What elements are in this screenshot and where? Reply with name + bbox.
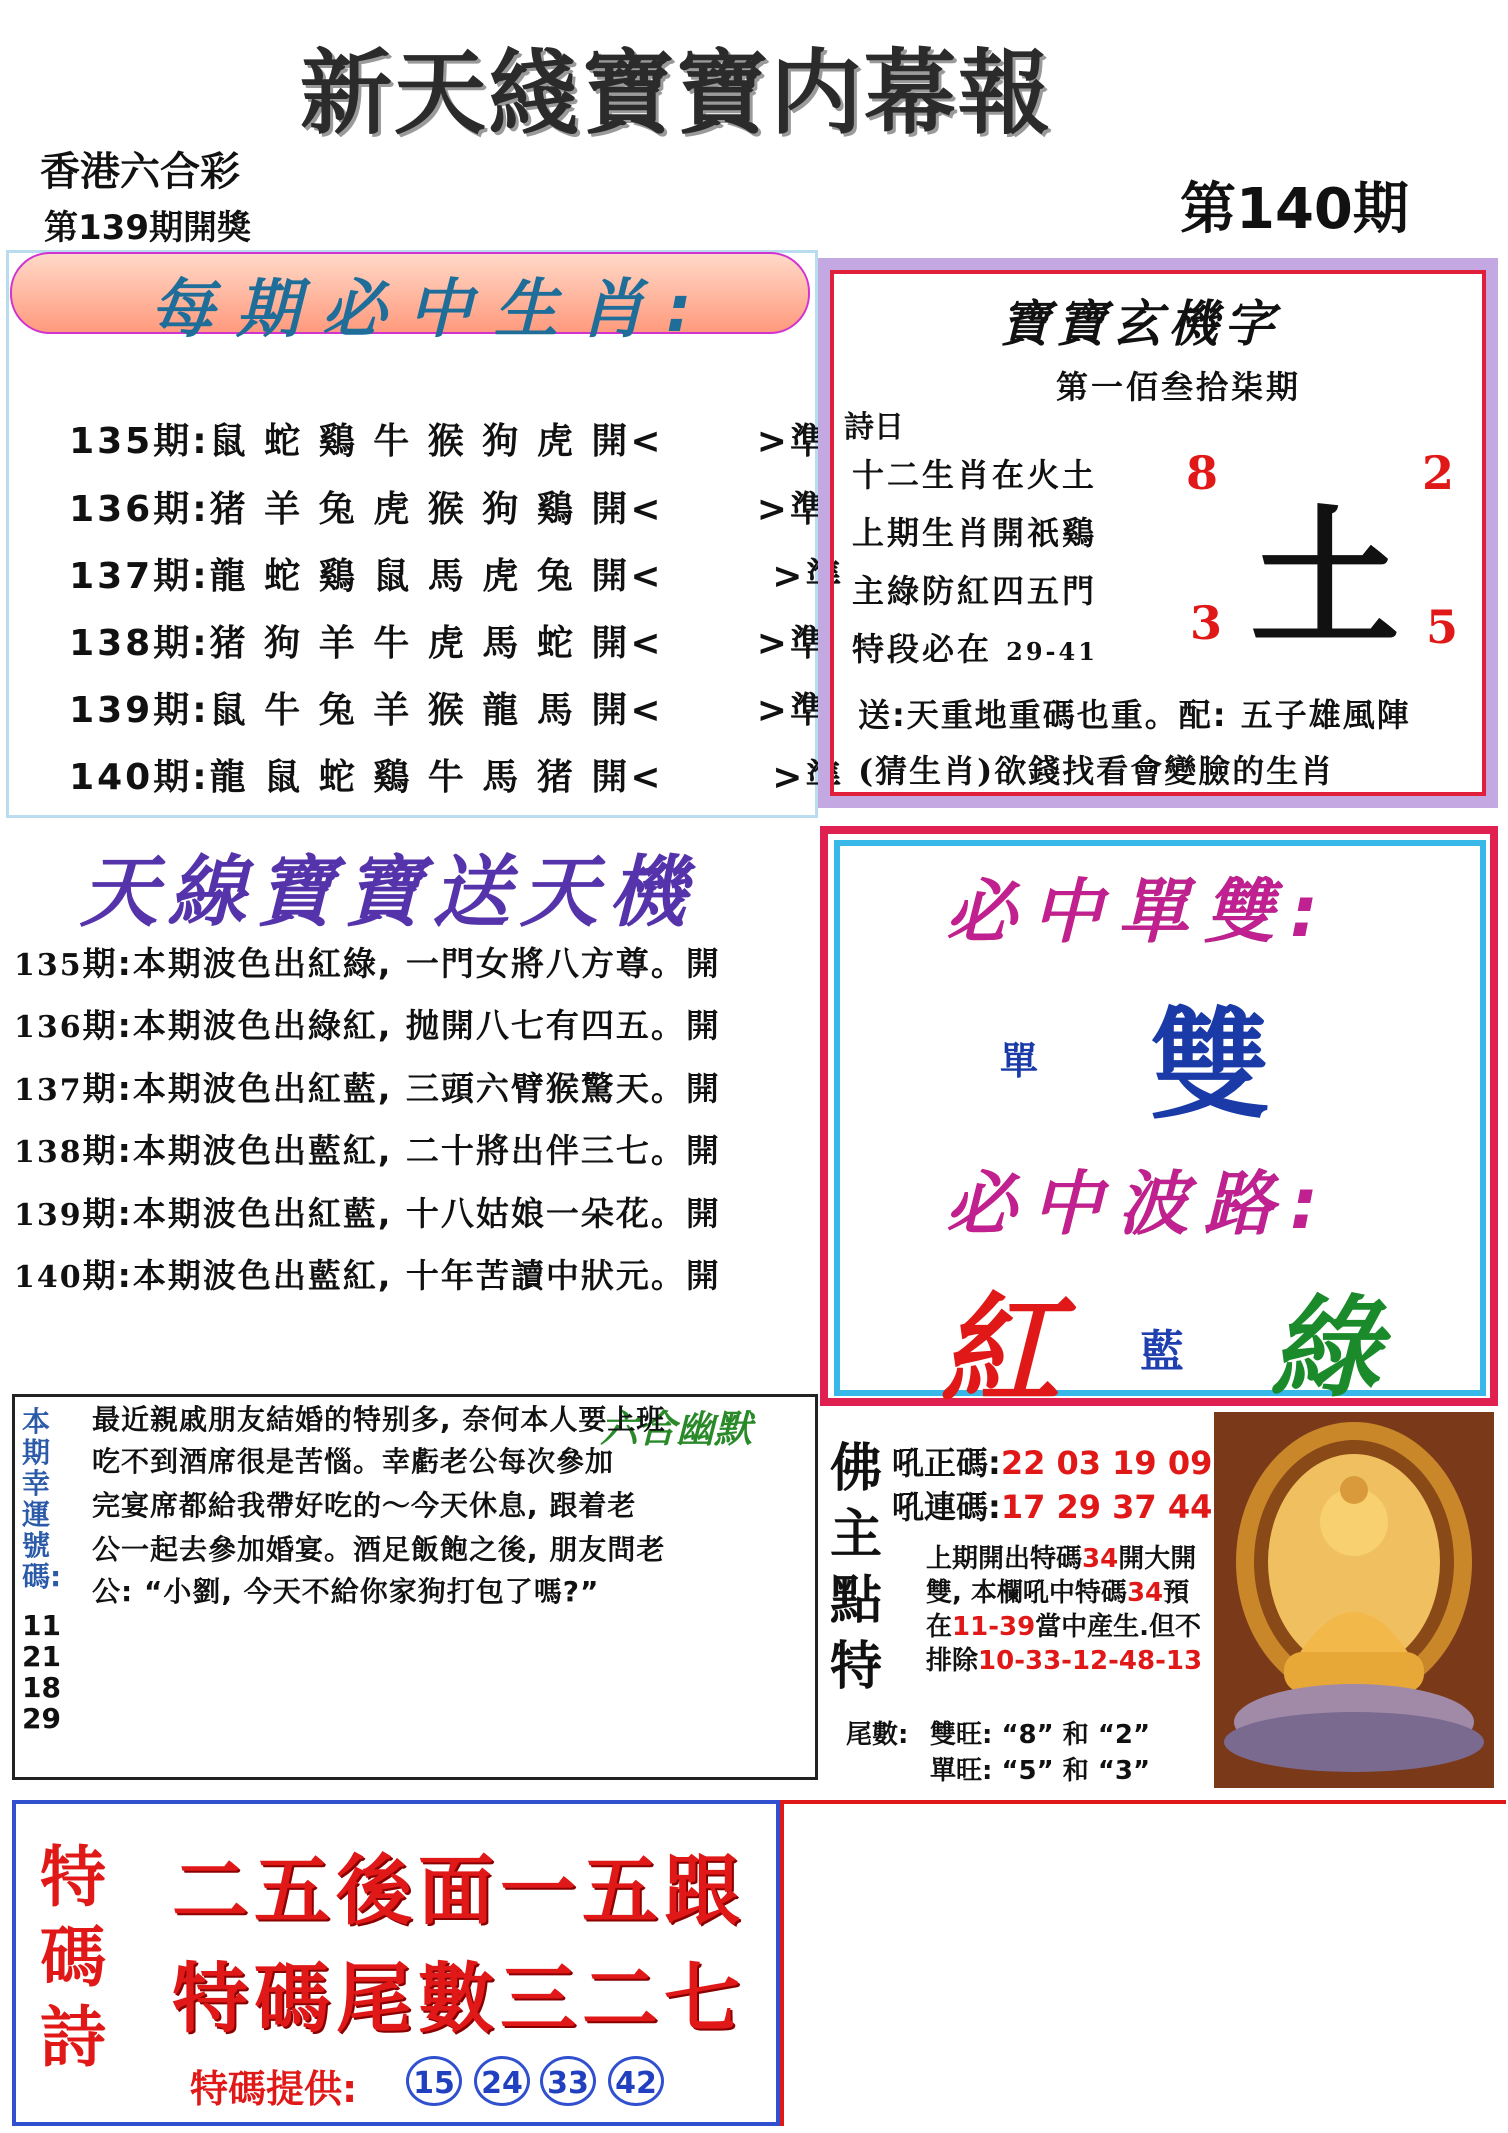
page-title: 新天綫寶寶内幕報 [300, 39, 1053, 147]
riddle-big-char: 土 [1250, 491, 1401, 667]
draw-issue: 第139期開獎 [44, 208, 251, 248]
send-line: 送:天重地重碼也重。配: 五子雄風陣 [858, 696, 1411, 734]
roar-chain [892, 1482, 1212, 1528]
corner-number: 3 [1190, 596, 1223, 650]
roar-main-label: 吼正碼: [892, 1444, 1001, 1482]
note-text: 預 [1163, 1578, 1190, 1608]
story-line: 最近親戚朋友結婚的特别多, 奈何本人要上班 [92, 1403, 666, 1436]
wave-route-title: 必中波路: [946, 1148, 1334, 1249]
roar-main [892, 1438, 1212, 1484]
row-open: 開< [591, 421, 664, 462]
tail-single: 單旺: “5” 和 “3” [930, 1756, 1151, 1786]
note-text: 上期開出特碼 [926, 1544, 1083, 1574]
row-animals: 猪 羊 兔 虎 猴 狗 鷄 [209, 489, 576, 530]
row-result: >準 [756, 623, 829, 664]
story-line: 公一起去參加婚宴。酒足飯飽之後, 朋友問老 [92, 1533, 666, 1566]
riddle-subtitle: 第一佰叁拾柒期 [1056, 368, 1302, 406]
roar-chain-label: 吼連碼: [892, 1488, 1001, 1526]
poem-line: 主綠防紅四五門 [852, 572, 1098, 610]
roar-main-numbers: 22 03 19 09 [1000, 1444, 1213, 1482]
wave-row-text: 期:本期波色出藍紅, 二十將出伴三七。開 [82, 1131, 721, 1170]
corner-number: 8 [1186, 446, 1219, 500]
wave-row-issue: 139 [14, 1198, 83, 1233]
humor-title: 六合幽默 [600, 1407, 753, 1451]
zodiac-row [38, 708, 844, 800]
zodiac-title: 每期必中生肖: [150, 273, 714, 347]
roar-chain-numbers: 17 29 37 44 [1000, 1488, 1213, 1526]
provide-label: 特碼提供: [190, 2067, 358, 2111]
tail-label: 尾數: [846, 1720, 909, 1750]
row-open: 開< [591, 489, 664, 530]
number-ball: 24 [474, 2056, 530, 2106]
row-open: 開< [591, 690, 664, 731]
number-ball: 33 [540, 2056, 596, 2106]
row-issue: 136期: [69, 489, 210, 530]
wave-row [14, 938, 721, 985]
single-label: 單 [1000, 1039, 1039, 1083]
row-issue: 137期: [69, 556, 210, 597]
wave-row-text: 期:本期波色出紅藍, 十八姑娘一朵花。開 [82, 1194, 721, 1233]
wave-row-issue: 140 [14, 1260, 83, 1295]
poem-line-text: 特段必在 [852, 630, 993, 668]
row-issue: 140期: [69, 757, 210, 798]
note-text: 雙, 本欄吼中特碼 [926, 1578, 1127, 1608]
wave-row-text: 期:本期波色出藍紅, 十年苦讀中狀元。開 [82, 1256, 721, 1295]
lottery-name: 香港六合彩 [40, 149, 240, 195]
wave-row-text: 期:本期波色出綠紅, 抛開八七有四五。開 [82, 1006, 721, 1045]
tail-double: 雙旺: “8” 和 “2” [930, 1720, 1151, 1750]
blue-wave: 藍 [1140, 1326, 1184, 1377]
poem-line [852, 624, 1098, 670]
number-ball: 15 [406, 2056, 462, 2106]
wave-row-text: 期:本期波色出紅藍, 三頭六臂猴驚天。開 [82, 1069, 721, 1108]
note-number: 10-33-12-48-13 [978, 1646, 1203, 1676]
row-open: 開< [591, 556, 664, 597]
row-animals: 鼠 牛 兔 羊 猴 龍 馬 [209, 690, 576, 731]
note-number: 11-39 [952, 1612, 1036, 1642]
number-ball: 42 [608, 2056, 664, 2106]
wave-row [14, 1188, 721, 1235]
poem-heading: 詩日 [844, 410, 904, 445]
row-open: 開< [591, 623, 664, 664]
note-text: 排除 [926, 1646, 979, 1676]
wave-row-issue: 137 [14, 1073, 83, 1108]
wave-title: 天線寶寶送天機 [80, 848, 697, 938]
row-issue: 138期: [69, 623, 210, 664]
row-result: >準 [772, 556, 845, 597]
note-text: 在 [926, 1612, 953, 1642]
odd-even-title: 必中單雙: [946, 856, 1334, 957]
buddha-label: 佛主點特 [830, 1439, 883, 1697]
corner-number: 5 [1426, 600, 1459, 654]
row-animals: 龍 蛇 鷄 鼠 馬 虎 兔 [209, 556, 576, 597]
wave-row-text: 期:本期波色出紅綠, 一門女將八方尊。開 [82, 944, 721, 983]
red-wave: 紅 [940, 1282, 1060, 1421]
story-line: 完宴席都給我帶好吃的～今天休息, 跟着老 [92, 1489, 637, 1522]
double-value: 雙 [1150, 997, 1270, 1136]
row-result: >準 [756, 421, 829, 462]
note-line [926, 1606, 1201, 1643]
poem-line: 上期生肖開祇鷄 [852, 514, 1098, 552]
note-line [926, 1640, 1202, 1677]
row-open: 開< [591, 757, 664, 798]
riddle-title: 寶寶玄機字 [1000, 295, 1280, 353]
wave-row [14, 1250, 721, 1297]
wave-row-issue: 135 [14, 948, 83, 983]
special-poem-line: 二五後面一五跟 [172, 1846, 746, 1935]
row-result: >準 [756, 489, 829, 530]
current-issue: 第140期 [1180, 177, 1409, 242]
note-number: 34 [1126, 1578, 1164, 1608]
row-animals: 猪 狗 羊 牛 虎 馬 蛇 [209, 623, 576, 664]
wave-row [14, 1125, 721, 1172]
lucky-numbers: 11 21 18 29 [22, 1609, 61, 1735]
row-animals: 龍 鼠 蛇 鷄 牛 馬 猪 [209, 757, 576, 798]
wave-row-issue: 138 [14, 1135, 83, 1170]
special-poem-label: 特碼詩 [40, 1839, 106, 2076]
row-issue: 135期: [69, 421, 210, 462]
story-line: 吃不到酒席很是苦惱。幸虧老公每次參加 [92, 1445, 615, 1478]
note-text: 開大開 [1118, 1544, 1197, 1574]
note-line [926, 1538, 1196, 1575]
green-wave: 綠 [1270, 1284, 1380, 1412]
poem-line: 十二生肖在火土 [852, 456, 1098, 494]
wave-row-issue: 136 [14, 1010, 83, 1045]
story-line: 公: “小劉, 今天不給你家狗打包了嗎?” [92, 1575, 600, 1608]
note-number: 34 [1082, 1544, 1119, 1574]
note-text: 當中産生.但不 [1035, 1612, 1202, 1642]
row-issue: 139期: [69, 690, 210, 731]
row-result: >準 [756, 690, 829, 731]
row-result: >準 [772, 757, 845, 798]
hint-line: (猜生肖)欲錢找看會變臉的生肖 [858, 752, 1335, 790]
special-poem-line: 特碼尾數三二七 [172, 1954, 746, 2043]
lucky-label: 本期幸運號碼: [22, 1405, 62, 1593]
special-range: 29-41 [1006, 637, 1098, 666]
corner-number: 2 [1422, 446, 1455, 500]
empty-panel [780, 1800, 1506, 2126]
wave-row [14, 1000, 721, 1047]
buddha-image [1214, 1412, 1494, 1788]
wave-row [14, 1063, 721, 1110]
row-animals: 鼠 蛇 鷄 牛 猴 狗 虎 [209, 421, 576, 462]
note-line [926, 1572, 1189, 1609]
